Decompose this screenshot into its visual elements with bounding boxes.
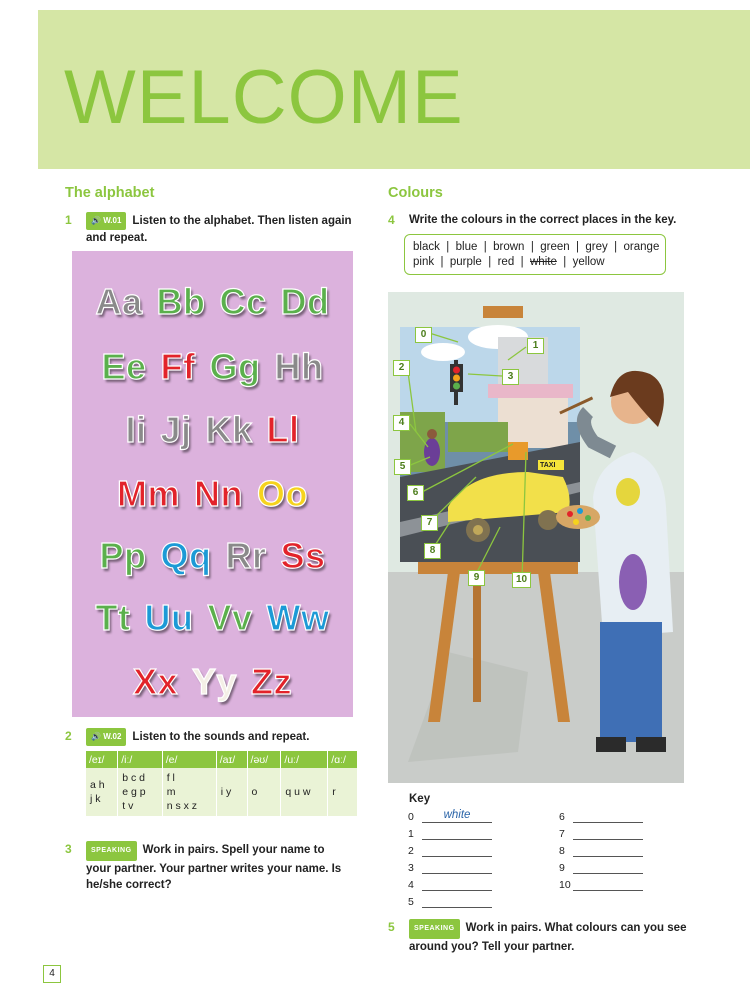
key-number: 1: [408, 828, 414, 840]
scene-label-6: 6: [407, 485, 424, 501]
key-answer-blank[interactable]: [573, 809, 643, 823]
alphabet-letter: Ii: [125, 409, 147, 450]
word-line-2: pink | purple | red | white | yellow: [413, 256, 605, 268]
sound-letters: b c d e g p t v: [118, 768, 162, 816]
alphabet-letter: Oo: [257, 473, 308, 514]
key-row: [408, 809, 492, 823]
alphabet-row: [72, 597, 353, 639]
key-answer-blank[interactable]: [573, 860, 643, 874]
key-row: [559, 809, 643, 823]
alphabet-letter: Dd: [280, 281, 330, 322]
key-number: 2: [408, 845, 414, 857]
key-number: 3: [408, 862, 414, 874]
speaking-badge: SPEAKING: [86, 841, 137, 861]
alphabet-letter: Bb: [156, 281, 206, 322]
alphabet-panel: [72, 251, 353, 717]
scene-label-1: 1: [527, 338, 544, 354]
colours-heading: Colours: [388, 185, 443, 201]
alphabet-letter: Ll: [266, 409, 300, 450]
sound-header: /eɪ/: [86, 751, 118, 768]
key-number: 5: [408, 896, 414, 908]
scene-label-4: 4: [393, 415, 410, 431]
key-number: 0: [408, 811, 414, 823]
alphabet-letter: Uu: [144, 597, 194, 638]
alphabet-letter: Jj: [160, 409, 192, 450]
alphabet-letter: Rr: [225, 535, 267, 576]
scene-label-10: 10: [512, 572, 531, 588]
colour-word-box: [404, 234, 666, 275]
scene-label-5: 5: [394, 459, 411, 475]
alphabet-row: [72, 535, 353, 577]
alphabet-letter: Qq: [160, 535, 212, 576]
scene-label-2: 2: [393, 360, 410, 376]
alphabet-letter: Mm: [117, 473, 180, 514]
exercise-5-instruction: SPEAKING Work in pairs. What colours can you see around you? Tell your partner.: [409, 919, 694, 955]
alphabet-letter: Vv: [207, 597, 253, 638]
key-row: [408, 826, 492, 840]
exercise-1-instruction: 🔊 W.01 Listen to the alphabet. Then listen again and repeat.: [86, 212, 361, 246]
page-number: 4: [43, 965, 61, 983]
exercise-3-number: 3: [65, 842, 72, 856]
key-number: 8: [559, 845, 565, 857]
audio-badge-w01[interactable]: 🔊 W.01: [86, 212, 126, 230]
alphabet-letter: Ww: [266, 597, 330, 638]
exercise-1-number: 1: [65, 213, 72, 227]
key-answer-blank[interactable]: [422, 894, 492, 908]
key-number: 9: [559, 862, 565, 874]
key-answer-blank[interactable]: [422, 826, 492, 840]
sound-header: /iː/: [118, 751, 162, 768]
exercise-5-number: 5: [388, 920, 395, 934]
key-row: [408, 843, 492, 857]
audio-badge-w02[interactable]: 🔊 W.02: [86, 728, 126, 746]
alphabet-letter: Gg: [209, 346, 261, 387]
sound-letters: a h j k: [86, 768, 118, 816]
scene-label-3: 3: [502, 369, 519, 385]
alphabet-row: [72, 409, 353, 451]
scene-label-9: 9: [468, 570, 485, 586]
key-number: 6: [559, 811, 565, 823]
alphabet-letter: Tt: [95, 597, 131, 638]
key-answer-blank[interactable]: [422, 860, 492, 874]
alphabet-letter: Ss: [280, 535, 326, 576]
painter-scene-svg: [388, 292, 684, 783]
key-title: Key: [409, 793, 431, 805]
key-row: [559, 877, 643, 891]
alphabet-row: [72, 346, 353, 388]
exercise-3-instruction: SPEAKING Work in pairs. Spell your name to your partner. Your partner writes your name. Is he/she correct?: [86, 841, 346, 893]
sound-header: /uː/: [281, 751, 328, 768]
sound-header: /ɑː/: [328, 751, 358, 768]
header-banner: [38, 10, 750, 169]
key-number: 4: [408, 879, 414, 891]
alphabet-row: [72, 473, 353, 515]
page-title: WELCOME: [64, 55, 464, 140]
key-answer-blank[interactable]: white: [422, 809, 492, 823]
sound-letters: r: [328, 768, 358, 816]
exercise-4-instruction: Write the colours in the correct places in the key.: [409, 214, 677, 226]
sound-header: /e/: [162, 751, 216, 768]
key-row: [408, 860, 492, 874]
exercise-2-instruction: 🔊 W.02 Listen to the sounds and repeat.: [86, 728, 361, 746]
key-number: 7: [559, 828, 565, 840]
key-number: 10: [559, 879, 571, 891]
alphabet-letter: Xx: [132, 661, 178, 702]
scene-label-0: 0: [415, 327, 432, 343]
key-row: [559, 826, 643, 840]
key-answer-blank[interactable]: [422, 843, 492, 857]
sound-letters: o: [247, 768, 281, 816]
alphabet-letter: Aa: [95, 281, 143, 322]
painter-illustration: [388, 292, 684, 783]
scene-label-7: 7: [421, 515, 438, 531]
speaking-badge-2: SPEAKING: [409, 919, 460, 939]
sound-letters: q u w: [281, 768, 328, 816]
key-answer-blank[interactable]: [422, 877, 492, 891]
alphabet-letter: Ff: [160, 346, 196, 387]
sound-letters: i y: [216, 768, 247, 816]
sound-header: /aɪ/: [216, 751, 247, 768]
alphabet-letter: Kk: [205, 409, 253, 450]
alphabet-letter: Hh: [274, 346, 324, 387]
key-answer-blank[interactable]: [573, 877, 643, 891]
sound-header: /əʊ/: [247, 751, 281, 768]
alphabet-letter: Ee: [101, 346, 147, 387]
key-row: [408, 894, 492, 908]
sounds-table: [86, 751, 358, 816]
alphabet-letter: Cc: [219, 281, 267, 322]
exercise-4-number: 4: [388, 213, 395, 227]
scene-label-8: 8: [424, 543, 441, 559]
taxi-sign: TAXI: [540, 462, 556, 469]
key-answer-blank[interactable]: [573, 843, 643, 857]
key-row: [559, 860, 643, 874]
alphabet-row: [72, 661, 353, 703]
struck-word: white: [530, 256, 557, 268]
alphabet-heading: The alphabet: [65, 185, 155, 201]
exercise-2-number: 2: [65, 729, 72, 743]
alphabet-row: [72, 281, 353, 323]
key-answer-blank[interactable]: [573, 826, 643, 840]
alphabet-letter: Zz: [251, 661, 293, 702]
alphabet-letter: Yy: [192, 661, 238, 702]
word-line-1: black | blue | brown | green | grey | orange: [413, 241, 660, 253]
sound-letters: f l m n s x z: [162, 768, 216, 816]
alphabet-letter: Nn: [194, 473, 243, 514]
alphabet-letter: Pp: [99, 535, 147, 576]
key-row: [559, 843, 643, 857]
key-row: [408, 877, 492, 891]
